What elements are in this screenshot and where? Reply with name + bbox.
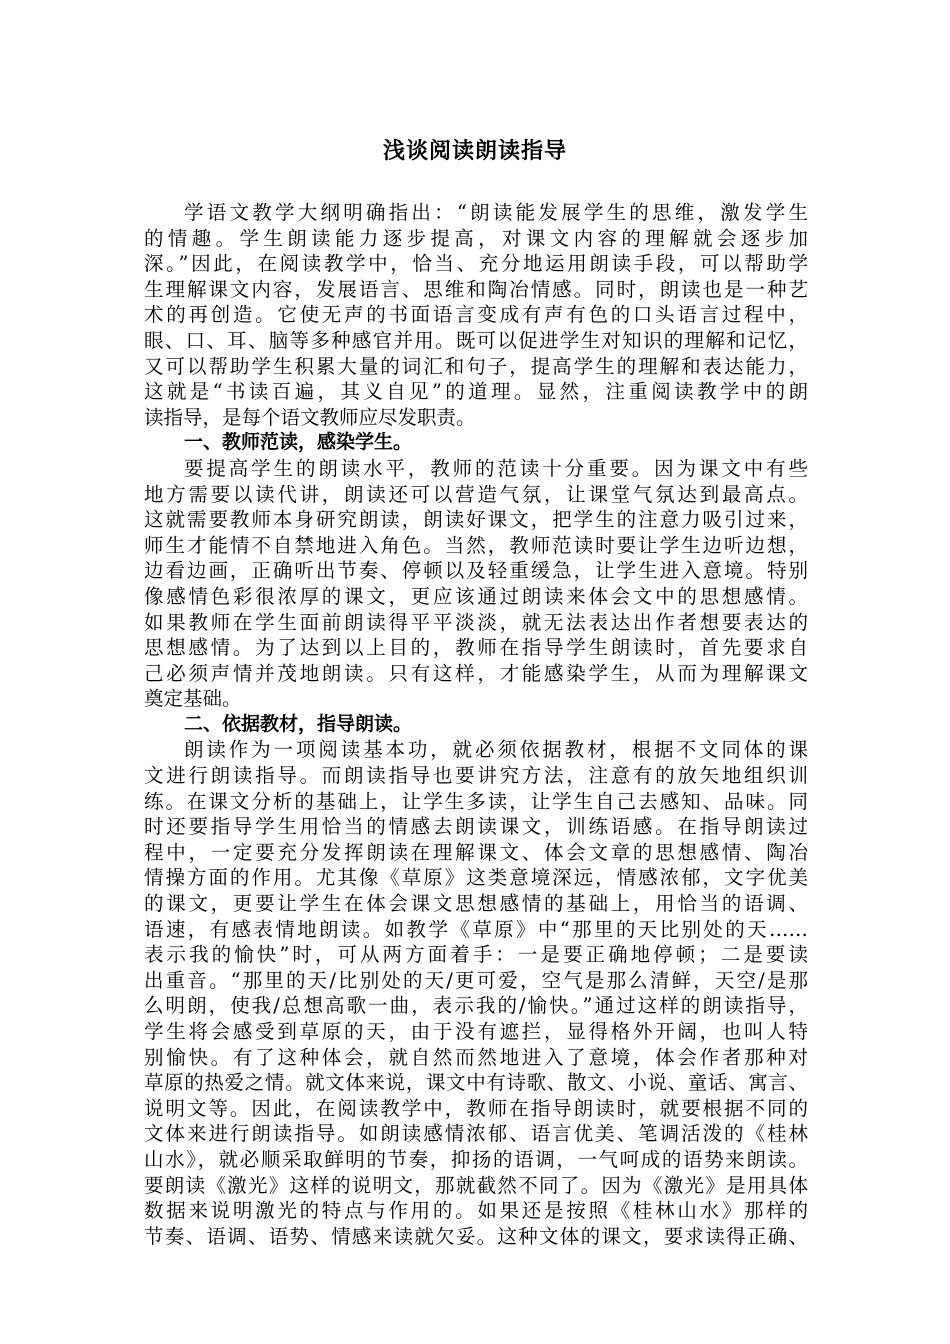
body-text-line: 山水》，就必顺采取鲜明的节奏，抑扬的语调，一气呵成的语势来朗读。 [144, 1147, 808, 1171]
body-text-line: 思想感情。为了达到以上目的，教师在指导学生朗读时，首先要求自 [144, 636, 808, 660]
body-text-line: 文体来进行朗读指导。如朗读感情浓郁、语言优美、笔调活泼的《桂林 [144, 1122, 808, 1146]
body-text-line: 朗读作为一项阅读基本功，就必须依据教材，根据不文同体的课 [184, 738, 808, 762]
body-text-line: 师生才能情不自禁地进入角色。当然，教师范读时要让学生边听边想， [144, 533, 808, 557]
body-text-line: 说明文等。因此，在阅读教学中，教师在指导朗读时，就要根据不同的 [144, 1096, 808, 1120]
body-text-line: 己必须声情并茂地朗读。只有这样，才能感染学生，从而为理解课文 [144, 661, 808, 685]
body-text-line: 时还要指导学生用恰当的情感去朗读课文，训练语感。在指导朗读过 [144, 815, 808, 839]
body-text-line: 文进行朗读指导。而朗读指导也要讲究方法，注意有的放矢地组织训 [144, 764, 808, 788]
document-body [144, 200, 808, 1249]
body-text-line: 么明朗，使我/总想高歌一曲，表示我的/愉快。”通过这样的朗读指导， [144, 994, 808, 1018]
section-heading: 二、依据教材，指导朗读。 [184, 712, 413, 735]
section-heading: 一、教师范读，感染学生。 [184, 431, 413, 454]
body-text-line: 生理解课文内容，发展语言、思维和陶冶情感。同时，朗读也是一种艺 [144, 277, 808, 301]
body-text-line: 奠定基础。 [144, 687, 242, 711]
body-text-line: 的情趣。学生朗读能力逐步提高，对课文内容的理解就会逐步加 [144, 226, 808, 250]
body-text-line: 这就是“书读百遍，其义自见”的道理。显然，注重阅读教学中的朗 [144, 380, 808, 404]
body-text-line: 语速，有感表情地朗读。如教学《草原》中“那里的天比别处的天…… [144, 917, 808, 941]
body-text-line: 数据来说明激光的特点与作用的。如果还是按照《桂林山水》那样的 [144, 1199, 808, 1223]
body-text-line: 地方需要以读代讲，朗读还可以营造气氛，让课堂气氛达到最高点。 [144, 482, 808, 506]
body-text-line: 术的再创造。它使无声的书面语言变成有声有色的口头语言过程中， [144, 303, 808, 327]
body-text-line: 程中，一定要充分发挥朗读在理解课文、体会文章的思想感情、陶冶 [144, 840, 808, 864]
body-text-line: 表示我的愉快”时，可从两方面着手：一是要正确地停顿；二是要读 [144, 943, 808, 967]
body-text-line: 练。在课文分析的基础上，让学生多读，让学生自己去感知、品味。同 [144, 789, 808, 813]
body-text-line: 读指导，是每个语文教师应尽发职责。 [144, 405, 476, 429]
body-text-line: 学语文教学大纲明确指出：“朗读能发展学生的思维，激发学生 [184, 201, 808, 224]
body-text-line: 学生将会感受到草原的天，由于没有遮拦，显得格外开阔，也叫人特 [144, 1020, 808, 1043]
body-text-line: 出重音。“那里的天/比别处的天/更可爱，空气是那么清鲜，天空/是那 [144, 968, 808, 992]
body-text-line: 像感情色彩很浓厚的课文，更应该通过朗读来体会文中的思想感情。 [144, 584, 808, 608]
page-title: 浅谈阅读朗读指导 [382, 139, 567, 164]
body-text-line: 节奏、语调、语势、情感来读就欠妥。这种文体的课文，要求读得正确、 [144, 1224, 808, 1248]
body-text-line: 草原的热爱之情。就文体来说，课文中有诗歌、散文、小说、童话、寓言、 [144, 1071, 808, 1095]
body-text-line: 要提高学生的朗读水平，教师的范读十分重要。因为课文中有些 [184, 456, 808, 480]
body-text-line: 的课文，更要让学生在体会课文思想感情的基础上，用恰当的语调、 [144, 892, 808, 916]
body-text-line: 又可以帮助学生积累大量的词汇和句子，提高学生的理解和表达能力， [144, 354, 808, 378]
body-text-line: 深。”因此，在阅读教学中，恰当、充分地运用朗读手段，可以帮助学 [144, 252, 808, 276]
body-text-line: 这就需要教师本身研究朗读，朗读好课文，把学生的注意力吸引过来， [144, 508, 808, 532]
body-text-line: 如果教师在学生面前朗读得平平淡淡，就无法表达出作者想要表达的 [144, 610, 808, 634]
body-text-line: 边看边画，正确听出节奏、停顿以及轻重缓急，让学生进入意境。特别 [144, 559, 808, 583]
body-text-line: 别愉快。有了这种体会，就自然而然地进入了意境，体会作者那种对 [144, 1045, 808, 1069]
body-text-line: 眼、口、耳、脑等多种感官并用。既可以促进学生对知识的理解和记忆， [144, 328, 808, 352]
body-text-line: 要朗读《激光》这样的说明文，那就截然不同了。因为《激光》是用具体 [144, 1173, 808, 1197]
body-text-line: 情操方面的作用。尤其像《草原》这类意境深远，情感浓郁，文字优美 [144, 866, 808, 890]
